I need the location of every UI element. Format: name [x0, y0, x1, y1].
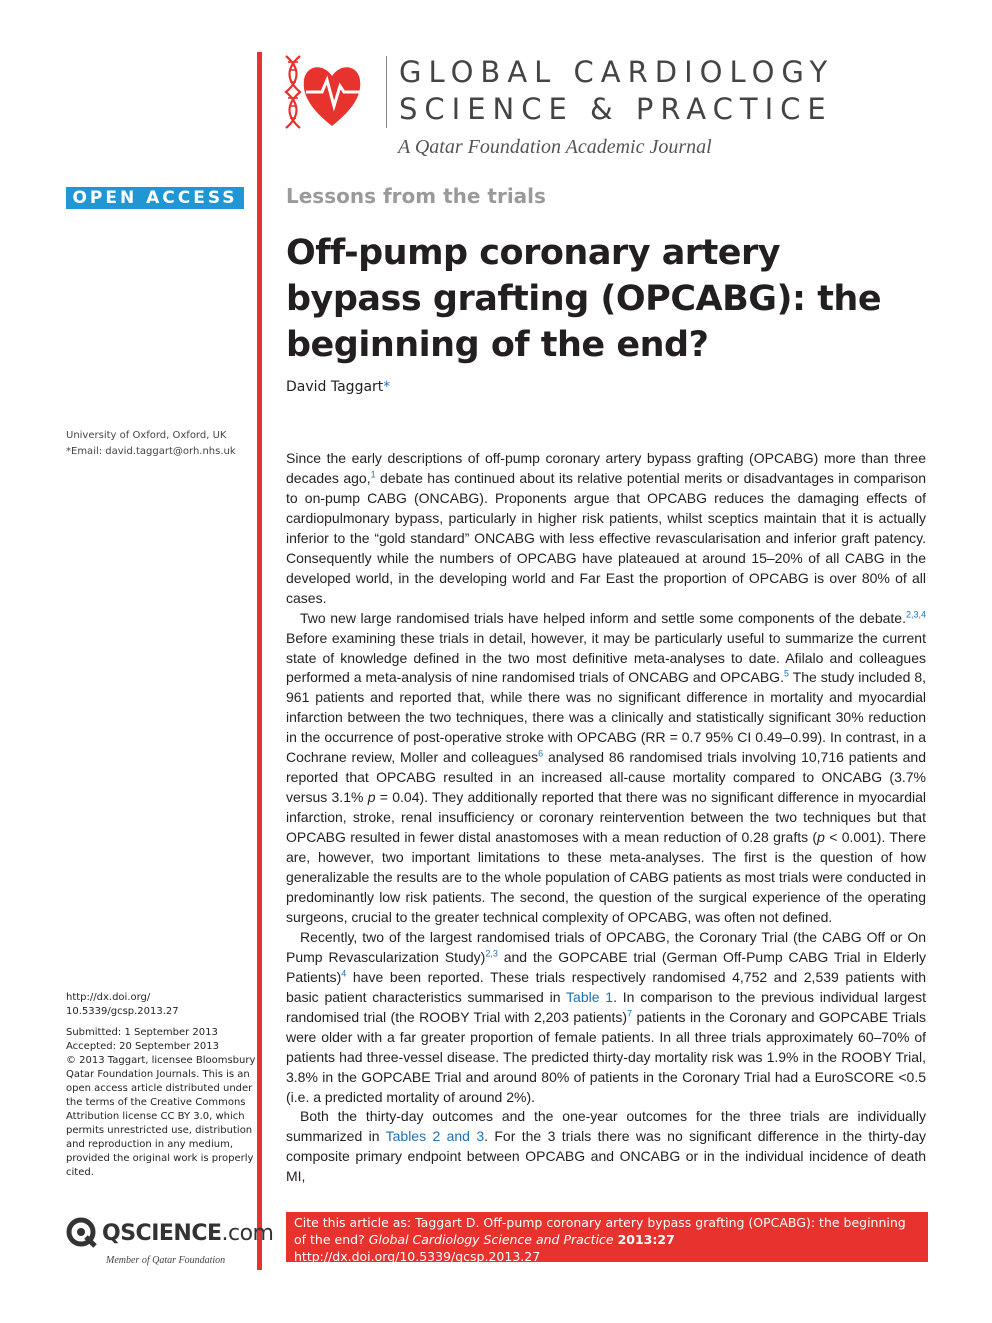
author-email[interactable]: *Email: david.taggart@orh.nhs.uk — [66, 446, 236, 457]
heart-dna-logo-icon — [282, 52, 374, 132]
ref-link[interactable]: 6 — [538, 748, 544, 759]
affiliation-block — [66, 428, 236, 460]
accepted-date: Accepted: 20 September 2013 — [66, 1041, 219, 1052]
affiliation: University of Oxford, Oxford, UK — [66, 430, 227, 441]
ref-link[interactable]: 1 — [370, 469, 376, 480]
ref-link[interactable]: 4 — [341, 968, 347, 979]
doi-line2[interactable]: 10.5339/gcsp.2013.27 — [66, 1006, 179, 1017]
paragraph-1: Since the early descriptions of off-pump coronary artery bypass grafting (OPCABG) more than three decades ago,$^1$ debate has continued about its relative potential merits or disadvantages in comparison to on-pump CABG (ONCABG). Proponents argue that OPCABG reduces the damaging effects of cardiopulmonary bypass, particularly in higher risk patients, whilst sceptics maintain that it is actually inferior to the “gold standard” ONCABG with less effective revascularisation and inferior graft patency. Consequently while the numbers of OPCABG have plateaued at around 15–20% of all CABG in the developed world, in the developing world and Far East the proportion of OPCABG is over 80% of all cases. — [286, 450, 926, 606]
paragraph-4: Both the thirty-day outcomes and the one-year outcomes for the three trials are individually summarized in Tables 2 and 3. For the 3 trials there was no significant difference in the thirty-day composite primary endpoint between OPCABG and ONCABG or in the individual incidence of death MI, — [286, 1108, 926, 1185]
journal-name-line2: SCIENCE & PRACTICE — [399, 92, 833, 126]
author-mark[interactable]: * — [383, 379, 391, 395]
submitted-date: Submitted: 1 September 2013 — [66, 1027, 218, 1038]
vertical-rule — [257, 52, 262, 1270]
journal-name — [399, 54, 834, 128]
doi-line1[interactable]: http://dx.doi.org/ — [66, 992, 151, 1003]
ref-link[interactable]: 2,3,4 — [905, 608, 926, 619]
table-link[interactable]: Tables 2 and 3 — [385, 1128, 485, 1145]
open-access-badge: OPEN ACCESS — [66, 187, 244, 209]
citation-journal: Global Cardiology Science and Practice — [368, 1232, 614, 1247]
table-link[interactable]: Table 1 — [566, 988, 614, 1005]
paragraph-3: Recently, two of the largest randomised trials of OPCABG, the Coronary Trial (the CABG Off or On Pump Revascularization Study)$^{2,3}$ and the GOPCABE trial (German Off-Pump CABG Trial in Elderly Patients)$^4$ have been reported. These trials respectively randomised 4,752 and 2,539 patients with basic patient characteristics summarised in Table 1. In comparison to the previous individual largest randomised trial (the ROOBY Trial with 2,203 patients)$^7$ patients in the Coronary and GOPCABE Trials were older with a far greater proportion of female patients. In all three trials approximately 60–70% of patients had three-vessel disease. The predicted thirty-day mortality risk was 1.9% in the ROOBY Trial, 3.8% in the GOPCABE Trial and around 80% of patients in the Coronary Trial had a EuroSCORE <0.5 (i.e. a predicted mortality of around 2%). — [286, 928, 927, 1105]
journal-subtitle: A Qatar Foundation Academic Journal — [398, 136, 712, 158]
logo-divider — [386, 56, 387, 128]
author-name: David Taggart — [286, 379, 384, 395]
publisher-logo[interactable] — [66, 1217, 273, 1266]
journal-name-line1: GLOBAL CARDIOLOGY — [399, 55, 835, 89]
qscience-q-icon — [66, 1217, 98, 1249]
license-text: © 2013 Taggart, licensee Bloomsbury Qatar Foundation Journals. This is an open access article distributed under the terms of the Creative Commons Attribution license CC BY 3.0, which permits unrestricted use, distribution and reproduction in any medium, provided the original work is properly cited. — [66, 1055, 256, 1178]
article-title: Off-pump coronary artery bypass grafting (OPCABG): the beginning of the end? — [286, 233, 882, 365]
article-body — [286, 449, 926, 1187]
article-category: Lessons from the trials — [286, 184, 546, 208]
publisher-member: Member of Qatar Foundation — [106, 1255, 226, 1266]
doi-block[interactable] — [66, 991, 179, 1019]
publisher-name: QSCIENCE.com — [102, 1220, 274, 1246]
ref-link[interactable]: 7 — [627, 1008, 633, 1019]
ref-link[interactable]: 2,3 — [485, 948, 498, 959]
citation-volume: 2013:27 — [617, 1232, 675, 1247]
ref-link[interactable]: 5 — [783, 668, 789, 679]
citation-label: Cite this article as: Taggart D. Off-pump coronary artery bypass grafting (OPCABG): the beginning of the end? — [294, 1215, 906, 1247]
article-meta — [66, 1026, 256, 1180]
citation-box — [286, 1212, 928, 1262]
citation-url[interactable]: http://dx.doi.org/10.5339/gcsp.2013.27 — [294, 1249, 541, 1264]
author-line — [286, 379, 390, 395]
paragraph-2: Two new large randomised trials have helped inform and settle some components of the debate.$^{2,3,4}$ Before examining these trials in detail, however, it may be particularly useful to summarize the current state of knowledge defined in the two most definitive meta-analyses to date. Afilalo and colleagues performed a meta-analysis of nine randomised trials of ONCABG and OPCABG.$^5$ The study included 8, 961 patients and reported that, while there was no significant difference in mortality and myocardial infarction between the two techniques, there was a clinically and statistically significant 30% reduction in the occurrence of post-operative stroke with OPCABG (RR = 0.7 95% CI 0.49–0.99). In contrast, in a Cochrane review, Moller and colleagues$^6$ analysed 86 randomised trials involving 10,716 patients and reported that OPCABG resulted in an increased all-cause mortality compared to ONCABG (3.7% versus 3.1% p = 0.04). They additionally reported that there was no significant difference in myocardial infarction, stroke, renal insufficiency or coronary reintervention between the two techniques but that OPCABG resulted in fewer distal anastomoses with a mean reduction of 0.28 grafts (p < 0.001). There are, however, two important limitations to these meta-analyses. The first is the question of how generalizable the results are to the whole population of CABG patients as most trials were conducted in predominantly low risk patients. The second, the question of the surgical experience of the operating surgeons, crucial to the greater technical complexity of OPCABG, was often not defined. — [286, 608, 927, 925]
